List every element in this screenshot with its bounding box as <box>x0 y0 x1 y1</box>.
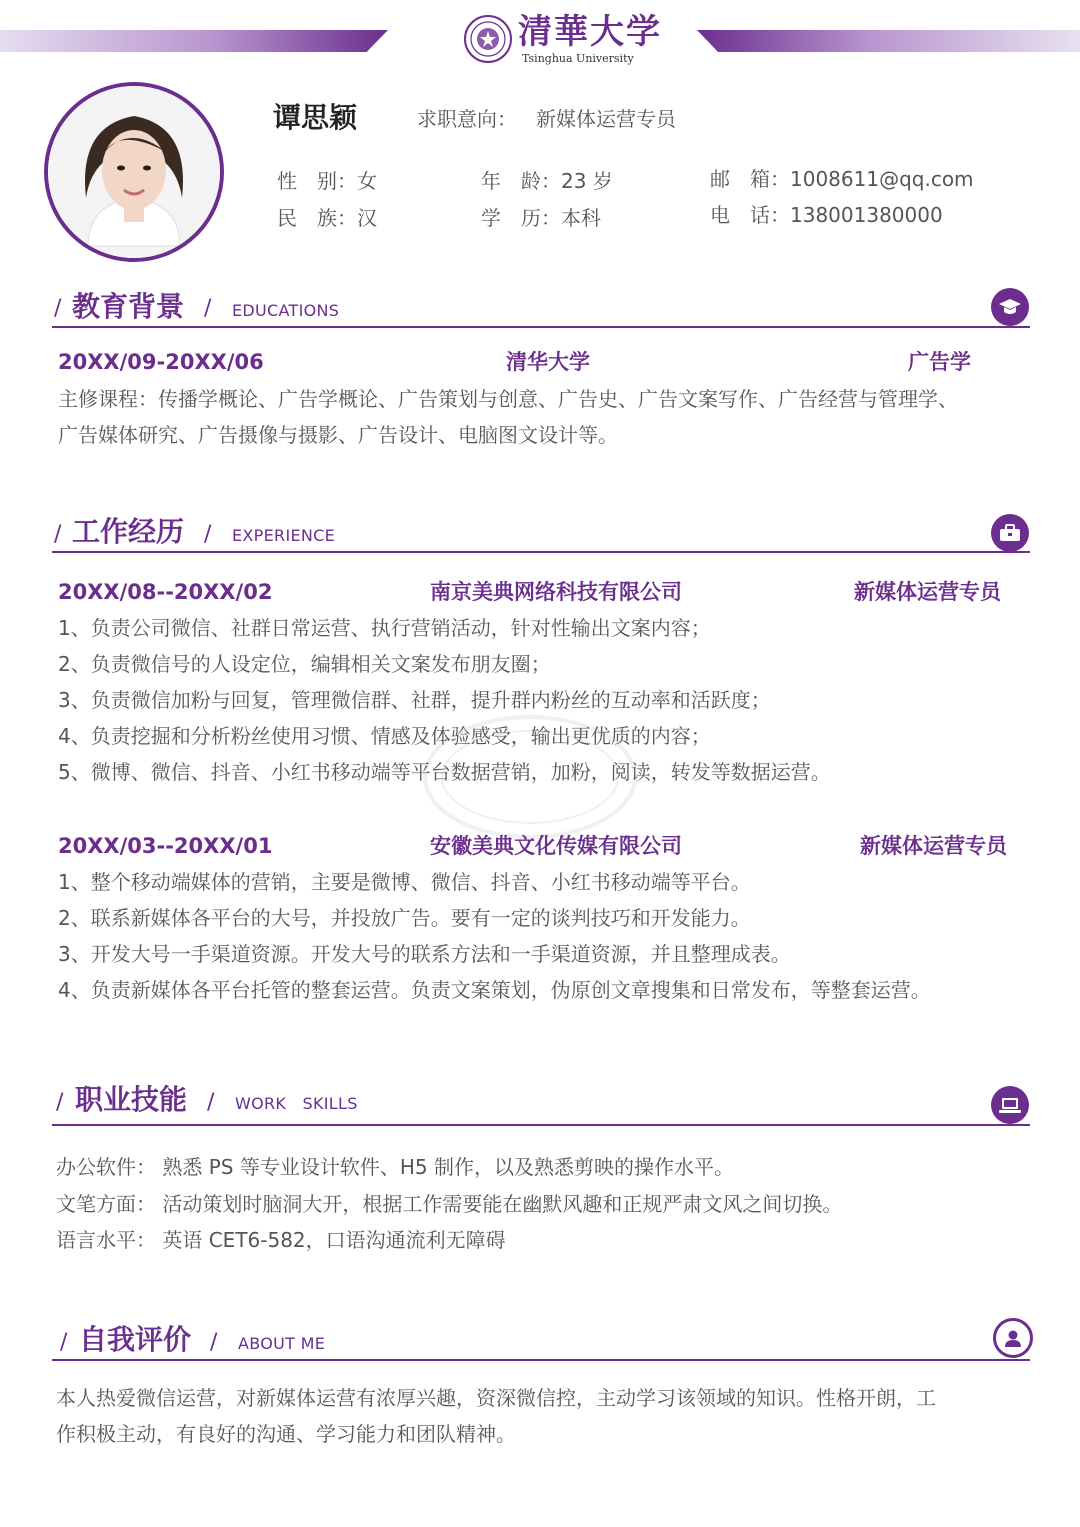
job-intent-value: 新媒体运营专员 <box>536 107 676 131</box>
job-company: 安徽美典文化传媒有限公司 <box>430 834 682 858</box>
education-level-field <box>481 205 601 231</box>
section-slash: / <box>54 296 62 321</box>
skill-item <box>56 1149 734 1185</box>
about-section-title: 自我评价 <box>79 1323 192 1356</box>
experience-section-title: 工作经历 <box>72 515 185 548</box>
about-text-line: 作积极主动，有良好的沟通、学习能力和团队精神。 <box>56 1422 516 1446</box>
university-seal-icon <box>463 14 513 64</box>
skill-label: 办公软件： <box>56 1155 156 1179</box>
education-date: 20XX/09-20XX/06 <box>58 350 264 374</box>
section-slash: / <box>204 296 212 321</box>
section-divider <box>52 1124 1030 1126</box>
user-icon <box>993 1318 1033 1358</box>
section-divider <box>52 326 1030 328</box>
ethnicity-label: 民 族： <box>277 206 357 230</box>
skill-value: 英语 CET6-582，口语沟通流利无障碍 <box>162 1228 506 1252</box>
section-slash: / <box>60 1330 68 1355</box>
section-slash: / <box>204 522 212 547</box>
education-section-title: 教育背景 <box>72 290 185 323</box>
graduation-cap-icon <box>991 288 1029 326</box>
education-section-subtitle: EDUCATIONS <box>232 301 340 320</box>
phone-label: 电 话： <box>710 203 790 227</box>
job-position: 新媒体运营专员 <box>860 834 1007 858</box>
phone-value: 138001380000 <box>790 203 943 227</box>
education-courses-line: 主修课程：传播学概论、广告学概论、广告策划与创意、广告史、广告文案写作、广告经营与管理学、 <box>58 387 958 411</box>
about-section-subtitle: ABOUT ME <box>238 1334 326 1353</box>
header-band-left <box>0 30 388 52</box>
education-level-label: 学 历： <box>481 206 561 230</box>
job-duty-item: 2、联系新媒体各平台的大号，并投放广告。要有一定的谈判技巧和开发能力。 <box>58 906 751 930</box>
laptop-icon <box>991 1086 1029 1124</box>
skill-item <box>56 1186 842 1222</box>
about-text-line: 本人热爱微信运营，对新媒体运营有浓厚兴趣，资深微信控，主动学习该领域的知识。性格开朗，工 <box>56 1386 936 1410</box>
section-slash: / <box>210 1330 218 1355</box>
job-duty-item: 1、负责公司微信、社群日常运营、执行营销活动，针对性输出文案内容； <box>58 616 711 640</box>
job-date: 20XX/08--20XX/02 <box>58 580 273 604</box>
education-major: 广告学 <box>908 350 971 374</box>
job-date: 20XX/03--20XX/01 <box>58 834 273 858</box>
experience-section-subtitle: EXPERIENCE <box>232 526 336 545</box>
avatar <box>44 82 224 262</box>
phone-field <box>710 202 943 228</box>
job-position: 新媒体运营专员 <box>854 580 1001 604</box>
job-duty-item: 3、开发大号一手渠道资源。开发大号的联系方法和一手渠道资源，并且整理成表。 <box>58 942 791 966</box>
briefcase-icon <box>991 514 1029 552</box>
university-logo-subtitle: Tsinghua University <box>522 52 634 65</box>
skill-item <box>56 1222 506 1258</box>
job-intent-label: 求职意向： <box>417 107 517 131</box>
ethnicity-field <box>277 205 377 231</box>
age-label: 年 龄： <box>481 169 561 193</box>
section-divider <box>52 1359 1030 1361</box>
education-courses-line: 广告媒体研究、广告摄像与摄影、广告设计、电脑图文设计等。 <box>58 423 618 447</box>
section-slash: / <box>207 1090 215 1115</box>
job-duty-item: 4、负责新媒体各平台托管的整套运营。负责文案策划，伪原创文章搜集和日常发布，等整套运营。 <box>58 978 931 1002</box>
job-duty-item: 3、负责微信加粉与回复，管理微信群、社群，提升群内粉丝的互动率和活跃度； <box>58 688 771 712</box>
section-divider <box>52 551 1030 553</box>
university-logo-text: 清華大学 <box>518 12 662 52</box>
section-slash: / <box>54 522 62 547</box>
gender-field <box>277 168 377 194</box>
job-duty-item: 4、负责挖掘和分析粉丝使用习惯、情感及体验感受，输出更优质的内容； <box>58 724 711 748</box>
skills-section-title: 职业技能 <box>75 1083 188 1116</box>
gender-value: 女 <box>357 169 377 193</box>
job-duty-item: 2、负责微信号的人设定位，编辑相关文案发布朋友圈； <box>58 652 551 676</box>
skill-label: 文笔方面： <box>56 1192 156 1216</box>
skill-label: 语言水平： <box>56 1228 156 1252</box>
candidate-name: 谭思颖 <box>273 101 358 134</box>
header-band-right <box>697 30 1080 52</box>
skill-value: 活动策划时脑洞大开，根据工作需要能在幽默风趣和正规严肃文风之间切换。 <box>162 1192 843 1216</box>
email-field <box>710 166 974 192</box>
skills-section-subtitle: WORK SKILLS <box>235 1094 358 1113</box>
email-label: 邮 箱： <box>710 167 790 191</box>
portrait-image <box>48 86 220 258</box>
education-school: 清华大学 <box>506 350 590 374</box>
job-company: 南京美典网络科技有限公司 <box>430 580 682 604</box>
education-level-value: 本科 <box>561 206 601 230</box>
age-value: 23 岁 <box>561 169 613 193</box>
job-duty-item: 5、微博、微信、抖音、小红书移动端等平台数据营销，加粉，阅读，转发等数据运营。 <box>58 760 831 784</box>
email-value: 1008611@qq.com <box>790 167 974 191</box>
section-slash: / <box>56 1090 64 1115</box>
ethnicity-value: 汉 <box>357 206 377 230</box>
age-field <box>481 168 613 194</box>
skill-value: 熟悉 PS 等专业设计软件、H5 制作，以及熟悉剪映的操作水平。 <box>162 1155 734 1179</box>
job-duty-item: 1、整个移动端媒体的营销，主要是微博、微信、抖音、小红书移动端等平台。 <box>58 870 751 894</box>
gender-label: 性 别： <box>277 169 357 193</box>
